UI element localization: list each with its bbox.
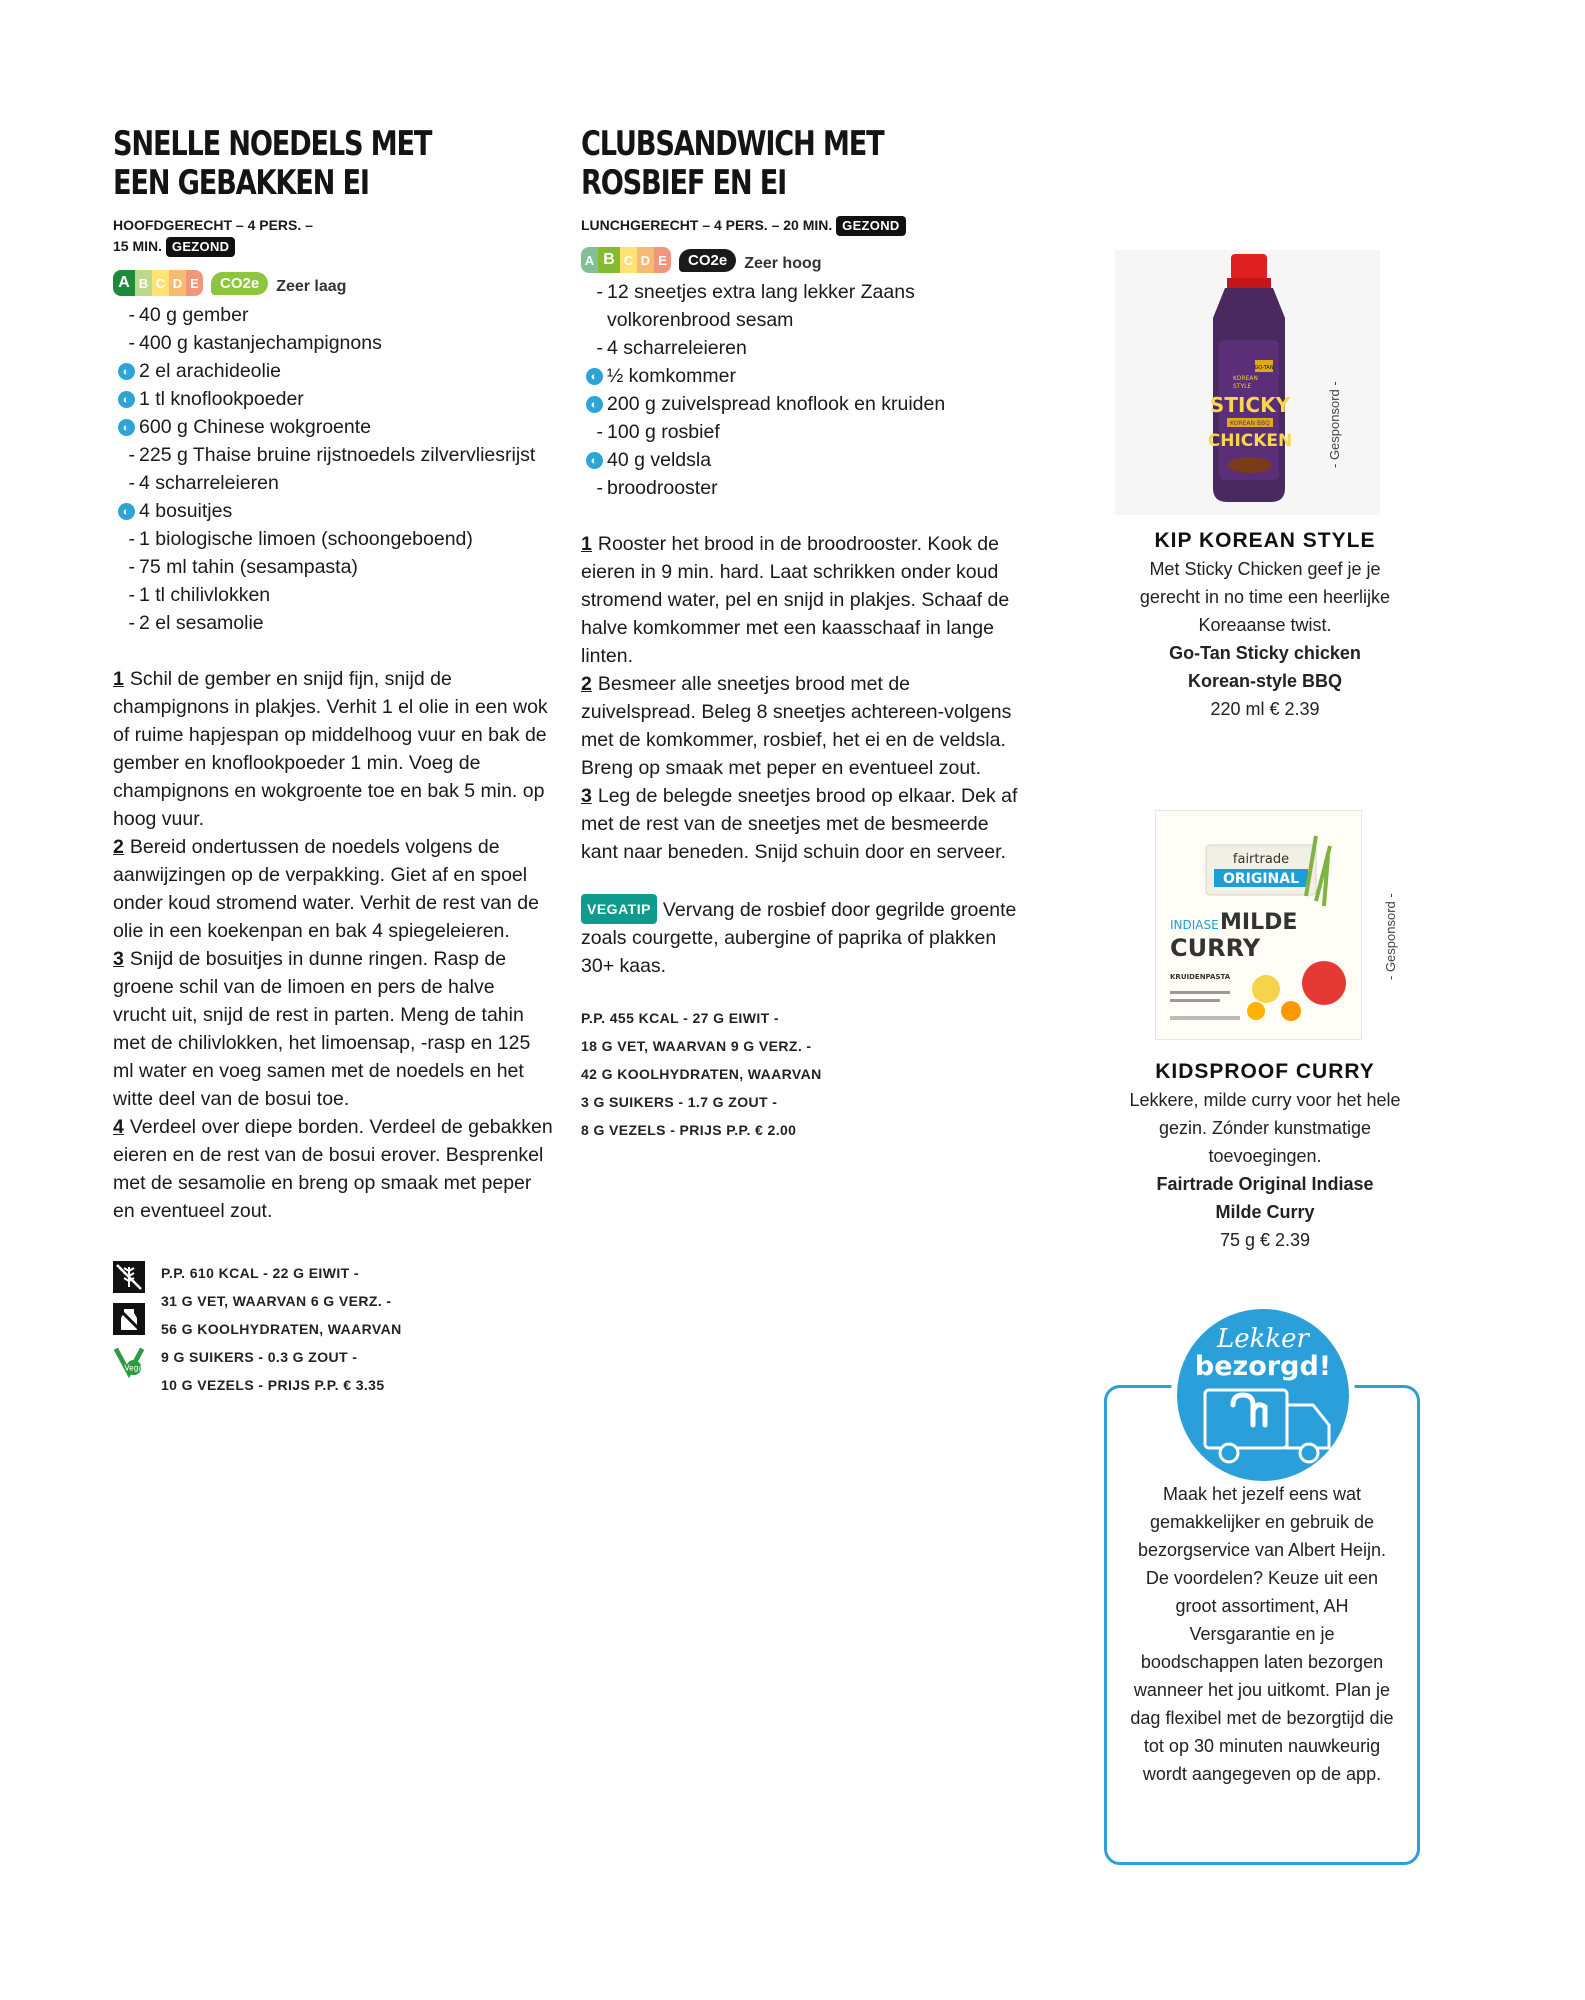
ingredient-item	[113, 357, 553, 385]
ad-price: 220 ml € 2.39	[1210, 699, 1320, 719]
nutrition-line: 10 G VEZELS - PRIJS P.P. € 3.35	[161, 1377, 385, 1393]
sponsored-label: - Gesponsord -	[1383, 893, 1398, 980]
sponsored-label: - Gesponsord -	[1327, 381, 1342, 468]
recipe-title: CLUBSANDWICH MET ROSBIEF EN EI	[581, 124, 884, 203]
step	[113, 1113, 553, 1225]
ingredient-text: 4 bosuitjes	[139, 500, 233, 522]
nutrition-line: 3 G SUIKERS - 1.7 G ZOUT -	[581, 1094, 778, 1110]
nutriscore-letter: E	[654, 247, 671, 273]
step	[581, 530, 1021, 670]
step	[113, 665, 553, 833]
nutriscore-letter: E	[186, 270, 203, 296]
step-number: 1	[113, 668, 124, 690]
svg-text:KOREAN: KOREAN	[1233, 375, 1258, 382]
ad-product-name: Fairtrade Original Indiase Milde Curry	[1156, 1174, 1374, 1222]
ingredient-item	[581, 278, 1021, 334]
ad-kidsproof-curry	[1110, 1058, 1420, 1254]
step-text: Verdeel over diepe borden. Verdeel de gebakken eieren en de rest van de bosui erover. Besprenkel met de sesamolie en breng op smaak met peper en eventueel zout.	[113, 1116, 553, 1222]
nutrition-line: 18 G VET, WAARVAN 9 G VERZ. -	[581, 1038, 812, 1054]
ingredient-text: 40 g veldsla	[607, 449, 712, 471]
ingredient-list	[113, 301, 553, 637]
recipe-meta: LUNCHGERECHT – 4 PERS. – 20 MIN. GEZOND	[581, 215, 1021, 236]
svg-text:ORIGINAL: ORIGINAL	[1222, 871, 1300, 887]
dash-icon: -	[128, 612, 135, 634]
ingredient-text: 1 tl knoflookpoeder	[139, 388, 304, 410]
nutriscore-letter: A	[581, 247, 598, 273]
ah-product-icon: ◐	[118, 419, 135, 436]
nutrition-line: 42 G KOOLHYDRATEN, WAARVAN	[581, 1066, 822, 1082]
nutriscore-letter: D	[637, 247, 654, 273]
ingredient-text: 40 g gember	[139, 304, 249, 326]
ingredient-item	[581, 390, 1021, 418]
co2-level: Zeer laag	[276, 278, 347, 295]
nutriscore-letter: A	[113, 270, 135, 296]
nutriscore-letter: B	[135, 270, 152, 296]
ingredient-text: 100 g rosbief	[607, 421, 720, 443]
step-number: 2	[113, 836, 124, 858]
ingredient-text: 225 g Thaise bruine rijstnoedels zilvervliesrijst	[139, 444, 536, 466]
recipe-title: SNELLE NOEDELS MET EEN GEBAKKEN EI	[113, 124, 432, 203]
ingredient-text: 75 ml tahin (sesampasta)	[139, 556, 358, 578]
nutrition-line: 9 G SUIKERS - 0.3 G ZOUT -	[161, 1349, 358, 1365]
svg-text:KOREAN BBQ: KOREAN BBQ	[1230, 420, 1270, 427]
step-text: Schil de gember en snijd fijn, snijd de champignons in plakjes. Verhit 1 el olie in een wok of ruime hapjespan op middelhoog vuur en bak de gember en knoflookpoeder 1 min. Voeg de champignons en wokgroente toe en bak 5 min. op hoog vuur.	[113, 668, 548, 830]
dash-icon: -	[596, 337, 603, 359]
co2-level: Zeer hoog	[744, 255, 822, 272]
nutriscore-letter: D	[169, 270, 186, 296]
recipe-snelle-noedels	[113, 125, 553, 1399]
ingredient-text: 12 sneetjes extra lang lekker Zaans volkorenbrood sesam	[607, 281, 915, 331]
dash-icon: -	[128, 556, 135, 578]
ingredient-item	[113, 413, 553, 441]
ad-kip-korean-style	[1110, 527, 1420, 723]
nutrition-line: 8 G VEZELS - PRIJS P.P. € 2.00	[581, 1122, 797, 1138]
nutriscore-letter: C	[152, 270, 169, 296]
ingredient-text: 4 scharreleieren	[139, 472, 279, 494]
svg-text:STICKY: STICKY	[1209, 393, 1291, 417]
nutriscore-letter: C	[620, 247, 637, 273]
ingredient-item	[581, 474, 1021, 502]
curry-pack-image	[1155, 810, 1362, 1040]
recipe-clubsandwich	[581, 125, 1021, 1144]
ah-product-icon: ◐	[586, 452, 603, 469]
ingredient-item	[581, 334, 1021, 362]
step-text: Bereid ondertussen de noedels volgens de aanwijzingen op de verpakking. Giet af en spoel onder koud stromend water. Verhit de rest van de olie in een koekenpan en bak 4 spiegeleieren.	[113, 836, 540, 942]
ingredient-item	[581, 446, 1021, 474]
vegatip-label: VEGATIP	[581, 894, 657, 924]
step-text: Besmeer alle sneetjes brood met de zuivelspread. Beleg 8 sneetjes achtereen-volgens met de komkommer, rosbief, het ei en de veldsla. Breng op smaak met peper en eventueel zout.	[581, 673, 1012, 779]
vegatip	[581, 894, 1021, 980]
nutrition-block	[113, 1259, 553, 1399]
ingredient-item	[113, 581, 553, 609]
dash-icon: -	[128, 332, 135, 354]
lekker-bezorgd-badge	[1163, 1295, 1363, 1495]
svg-text:Lekker: Lekker	[1217, 1324, 1309, 1354]
step	[113, 833, 553, 945]
ad-description: Met Sticky Chicken geef je je gerecht in no time een heerlijke Koreaanse twist.	[1139, 559, 1391, 635]
ingredient-item	[113, 329, 553, 357]
ingredient-item	[113, 469, 553, 497]
ingredient-text: 1 tl chilivlokken	[139, 584, 271, 606]
ingredient-text: ½ komkommer	[607, 365, 736, 387]
nutriscore-badge	[113, 270, 203, 296]
dash-icon: -	[596, 477, 603, 499]
svg-text:KRUIDENPASTA: KRUIDENPASTA	[1170, 973, 1231, 981]
step-number: 1	[581, 533, 592, 555]
nutriscore-letter: B	[598, 247, 620, 273]
dash-icon: -	[128, 444, 135, 466]
svg-text:INDIASE: INDIASE	[1170, 918, 1219, 932]
ah-product-icon: ◐	[118, 391, 135, 408]
ah-product-icon: ◐	[586, 396, 603, 413]
ingredient-item	[113, 385, 553, 413]
gezond-badge: GEZOND	[166, 237, 235, 257]
ingredient-item	[113, 609, 553, 637]
gezond-badge: GEZOND	[836, 216, 905, 236]
ingredient-item	[113, 497, 553, 525]
nutrition-info	[161, 1259, 402, 1399]
vegatip-text: Vervang de rosbief door gegrilde groente zoals courgette, aubergine of paprika of plakken 30+ kaas.	[581, 899, 1017, 977]
ingredient-text: 600 g Chinese wokgroente	[139, 416, 371, 438]
ingredient-text: 2 el arachideolie	[139, 360, 282, 382]
ad-product-name: Go-Tan Sticky chicken Korean-style BBQ	[1169, 643, 1361, 691]
ingredient-list	[581, 278, 1021, 502]
delivery-text: Maak het jezelf eens wat gemakkelijker en gebruik de bezorgservice van Albert Heijn. De voordelen? Keuze uit een groot assortiment, AH Versgarantie en je boodschappen laten bezorgen wanneer het jou uitkomt. Plan je dag flexibel met de bezorgtijd die tot op 30 minuten nauwkeurig wordt aangegeven op de app.	[1130, 1484, 1394, 1784]
dash-icon: -	[128, 584, 135, 606]
ah-product-icon: ◐	[118, 363, 135, 380]
svg-text:STYLE: STYLE	[1233, 383, 1252, 390]
co2-badge: CO2e	[679, 249, 736, 272]
co2-badge: CO2e	[211, 272, 268, 295]
nutrition-line: P.P. 610 KCAL - 22 G EIWIT -	[161, 1265, 359, 1281]
ingredient-text: 200 g zuivelspread knoflook en kruiden	[607, 393, 946, 415]
ingredient-text: broodrooster	[607, 477, 718, 499]
step-number: 4	[113, 1116, 124, 1138]
dash-icon: -	[128, 304, 135, 326]
ingredient-item	[113, 301, 553, 329]
step-text: Leg de belegde sneetjes brood op elkaar. Dek af met de rest van de sneetjes met de besmeerde kant naar beneden. Snijd schuin door en serveer.	[581, 785, 1018, 863]
ingredient-text: 1 biologische limoen (schoongeboend)	[139, 528, 473, 550]
dash-icon: -	[596, 281, 603, 303]
score-row	[581, 244, 1021, 276]
nutriscore-badge	[581, 247, 671, 273]
svg-text:MILDE: MILDE	[1220, 910, 1298, 935]
step-number: 3	[581, 785, 592, 807]
ah-product-icon: ◐	[586, 368, 603, 385]
ingredient-text: 2 el sesamolie	[139, 612, 264, 634]
score-row	[113, 267, 553, 299]
preparation-steps	[113, 665, 553, 1225]
vegetarian-icon	[113, 1345, 145, 1377]
svg-text:fairtrade: fairtrade	[1232, 852, 1290, 867]
dash-icon: -	[128, 472, 135, 494]
step-text: Snijd de bosuitjes in dunne ringen. Rasp de groene schil van de limoen en pers de halve vrucht uit, snijd de rest in parten. Meng de tahin met de chilivlokken, het limoensap, -rasp en 125 ml water en voeg samen met de noedels en het witte deel van de bosui toe.	[113, 948, 531, 1110]
ad-description: Lekkere, milde curry voor het hele gezin. Zónder kunstmatige toevoegingen.	[1129, 1090, 1401, 1166]
step-text: Rooster het brood in de broodrooster. Kook de eieren in 9 min. hard. Laat schrikken onder koud stromend water, pel en snijd in plakjes. Schaaf de halve komkommer met een kaasschaaf in lange linten.	[581, 533, 1010, 667]
svg-text:GO-TAN: GO-TAN	[1254, 365, 1274, 371]
step	[581, 670, 1021, 782]
step-number: 2	[581, 673, 592, 695]
ad-price: 75 g € 2.39	[1219, 1230, 1311, 1250]
dash-icon: -	[596, 421, 603, 443]
ingredient-item	[113, 553, 553, 581]
ah-product-icon: ◐	[118, 503, 135, 520]
ingredient-item	[581, 418, 1021, 446]
ingredient-text: 400 g kastanjechampignons	[139, 332, 382, 354]
step	[113, 945, 553, 1113]
svg-text:CURRY: CURRY	[1170, 934, 1261, 962]
svg-text:CHICKEN: CHICKEN	[1207, 431, 1293, 451]
ingredient-item	[113, 441, 553, 469]
ad-title: KIP KOREAN STYLE	[1154, 529, 1376, 552]
step	[581, 782, 1021, 866]
ad-title: KIDSPROOF CURRY	[1155, 1060, 1375, 1083]
ingredient-text: 4 scharreleieren	[607, 337, 747, 359]
step-number: 3	[113, 948, 124, 970]
svg-text:bezorgd!: bezorgd!	[1194, 1351, 1332, 1382]
ingredient-item	[581, 362, 1021, 390]
lactose-free-icon	[113, 1303, 145, 1335]
recipe-meta: HOOFDGERECHT – 4 PERS. – 15 MIN. GEZOND	[113, 215, 553, 257]
svg-text:Vega: Vega	[124, 1363, 143, 1373]
dash-icon: -	[128, 528, 135, 550]
nutrition-info	[581, 1004, 1021, 1144]
nutrition-line: 56 G KOOLHYDRATEN, WAARVAN	[161, 1321, 402, 1337]
nutrition-line: 31 G VET, WAARVAN 6 G VERZ. -	[161, 1293, 392, 1309]
ingredient-item	[113, 525, 553, 553]
preparation-steps	[581, 530, 1021, 866]
nutrition-line: P.P. 455 KCAL - 27 G EIWIT -	[581, 1010, 779, 1026]
gluten-free-icon	[113, 1261, 145, 1293]
